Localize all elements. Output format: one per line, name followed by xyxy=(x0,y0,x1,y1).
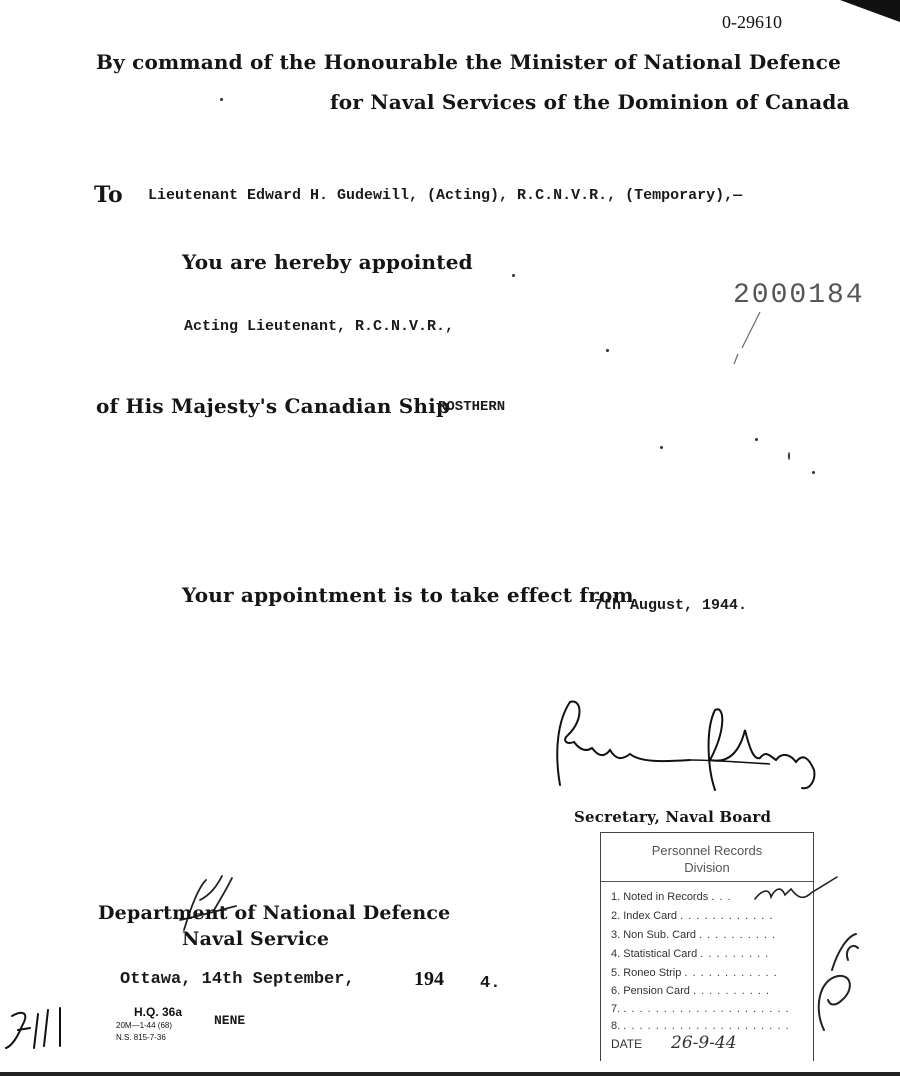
stamp-row: 4. Statistical Card . . . . . . . . . xyxy=(611,948,770,960)
personnel-records-stamp xyxy=(600,832,814,1061)
speck xyxy=(512,274,515,277)
stamp-row: 7. . . . . . . . . . . . . . . . . . . . . . xyxy=(611,1003,790,1015)
records-check-mark xyxy=(751,873,841,913)
ship-name: ROSTHERN xyxy=(438,399,506,415)
form-print-code: 20M—1-44 (68) xyxy=(116,1021,173,1030)
margin-handwriting xyxy=(4,1002,76,1054)
form-ns-code: N.S. 815-7-36 xyxy=(116,1033,166,1042)
recipient-name: Lieutenant Edward H. Gudewill, (Acting), R.C.N.V.R., (Temporary),— xyxy=(148,187,743,204)
effect-date: 7th August, 1944. xyxy=(594,597,748,614)
ship-label: of His Majesty's Canadian Ship xyxy=(96,394,451,418)
pencil-stroke xyxy=(728,308,768,368)
stamp-row: 1. Noted in Records . . . xyxy=(611,891,732,903)
signature xyxy=(540,690,840,800)
stamp-date-label: DATE xyxy=(611,1037,643,1051)
speck xyxy=(812,471,815,474)
heading-line-1: By command of the Honourable the Minister of National Defence xyxy=(96,50,842,74)
stamp-row: 8. . . . . . . . . . . . . . . . . . . . . . xyxy=(611,1020,790,1032)
form-code: NENE xyxy=(214,1013,246,1028)
bottom-edge xyxy=(0,1072,900,1076)
to-label: To xyxy=(94,182,123,208)
heading-line-2: for Naval Services of the Dominion of Canada xyxy=(330,90,850,114)
stamp-title: Personnel Records xyxy=(651,843,763,858)
speck xyxy=(220,98,223,101)
document-number: 0-29610 xyxy=(722,12,782,32)
effect-label: Your appointment is to take effect from xyxy=(182,583,634,607)
side-initials xyxy=(808,930,864,1040)
speck xyxy=(755,438,758,441)
department-line-1: Department of National Defence xyxy=(98,902,451,924)
secretary-title: Secretary, Naval Board xyxy=(574,808,772,826)
year-prefix: 194 xyxy=(414,968,444,990)
stamp-row: 2. Index Card . . . . . . . . . . . . xyxy=(611,910,774,922)
speck xyxy=(606,349,609,352)
stamp-row: 3. Non Sub. Card . . . . . . . . . . xyxy=(611,929,777,941)
stamp-subtitle: Division xyxy=(684,860,730,875)
appointed-line: You are hereby appointed xyxy=(182,250,473,274)
year-suffix: 4. xyxy=(480,974,501,993)
department-line-2: Naval Service xyxy=(182,928,330,950)
corner-mark xyxy=(840,0,900,22)
form-number: H.Q. 36a xyxy=(134,1005,183,1019)
stamp-row: 6. Pension Card . . . . . . . . . . xyxy=(611,985,771,997)
stamp-row: 5. Roneo Strip . . . . . . . . . . . . xyxy=(611,967,778,979)
speck xyxy=(660,446,663,449)
appointed-rank: Acting Lieutenant, R.C.N.V.R., xyxy=(184,318,455,335)
stamp-date-value: 26-9-44 xyxy=(671,1033,737,1053)
place-and-date: Ottawa, 14th September, xyxy=(120,970,355,989)
speck xyxy=(788,452,790,460)
stamped-number: 2000184 xyxy=(733,280,865,311)
